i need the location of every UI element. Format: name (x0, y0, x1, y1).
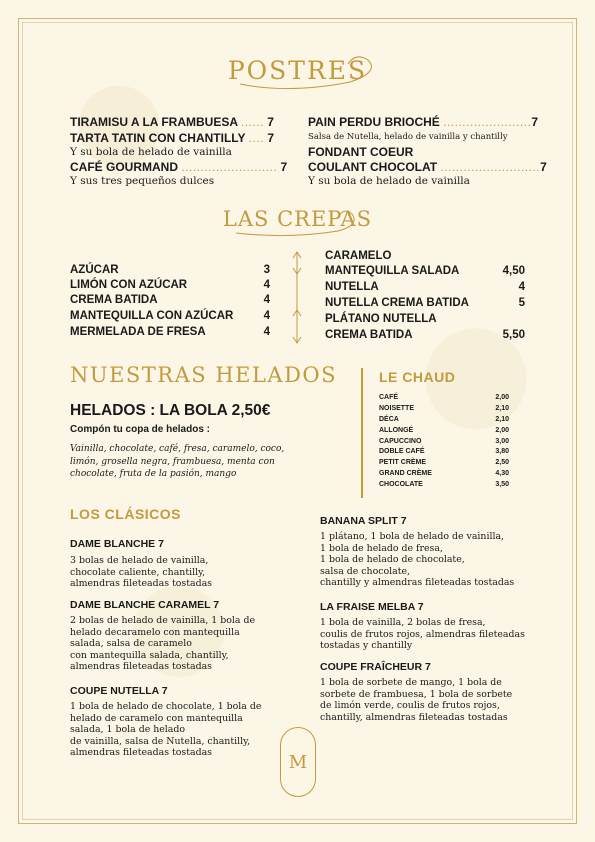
dish-description: 1 plátano, 1 bola de helado de vainilla, 1 bola de helado de fresa, 1 bola de helado de chocolate, salsa de chocolate, chantilly y almendras fileteadas tostadas (320, 531, 515, 589)
crepa-price: 4 (518, 281, 525, 293)
postre-item: COULANT CHOCOLAT ..........................7 (308, 160, 547, 174)
helados-bola-price: HELADOS : LA BOLA 2,50€ (70, 402, 271, 419)
postre-item: TIRAMISU A LA FRAMBUESA ...... 7 (70, 115, 274, 129)
crepa-name: NUTELLA (325, 281, 379, 293)
chaud-row: CHOCOLATE 3,50 (379, 481, 509, 488)
postres-swirl-ornament (230, 50, 390, 94)
postre-description: Y su bola de helado de vainilla (70, 146, 232, 158)
crepa-name: CREMA BATIDA (325, 329, 413, 341)
crepa-price: 4 (263, 279, 270, 291)
monogram-letter: M (288, 752, 308, 773)
dish-description: 1 bola de sorbete de mango, 1 bola de sorbete de frambuesa, 1 bola de sorbete de limón verde, coulis de frutos rojos, chantilly, almendras fileteadas tostadas (320, 677, 513, 723)
crepa-price: 4,50 (502, 265, 525, 277)
dish-title: BANANA SPLIT 7 (320, 515, 407, 527)
crepa-price: 4 (263, 310, 270, 322)
dish-title: LA FRAISE MELBA 7 (320, 601, 424, 613)
chaud-row: CAPUCCINO 3,00 (379, 438, 509, 445)
crepa-name: LIMÓN CON AZÚCAR (70, 279, 188, 291)
postre-item: CAFÉ GOURMAND ......................... 7 (70, 160, 288, 174)
crepa-name: CARAMELO (325, 250, 392, 262)
postre-description: Y sus tres pequeños dulces (70, 175, 215, 187)
clasicos-title: LOS CLÁSICOS (70, 506, 182, 522)
chaud-row: PETIT CRÈME 2,50 (379, 459, 509, 466)
dish-title: DAME BLANCHE CARAMEL 7 (70, 599, 220, 611)
le-chaud-title: LE CHAUD (379, 369, 456, 385)
chaud-row: CAFÉ 2,00 (379, 394, 509, 401)
chaud-row: NOISETTE 2,10 (379, 405, 509, 412)
monogram-logo (280, 727, 316, 797)
dish-description: 3 bolas de helado de vainilla, chocolate caliente, chantilly, almendras fileteadas tostadas (70, 555, 212, 590)
vertical-arrow-ornament (290, 250, 304, 345)
crepa-price: 5 (518, 297, 525, 309)
crepa-price: 4 (263, 294, 270, 306)
crepa-name: NUTELLA CREMA BATIDA (325, 297, 469, 309)
crepas-title: LAS CREPAS (222, 207, 373, 231)
crepa-name: CREMA BATIDA (70, 294, 158, 306)
dish-description: 1 bola de vainilla, 2 bolas de fresa, coulis de frutos rojos, almendras fileteadas tostadas y chantilly (320, 617, 525, 652)
dish-description: 1 bola de helado de chocolate, 1 bola de helado de caramelo con mantequilla salada, 1 bola de helado de vainilla, salsa de Nutella, chantilly, almendras fileteadas tostadas (70, 701, 262, 759)
crepas-swirl-ornament (228, 205, 368, 239)
chaud-row: DOBLE CAFÉ 3,80 (379, 448, 509, 455)
crepa-name: AZÚCAR (70, 264, 119, 276)
helados-title: NUESTRAS HELADOS (70, 363, 338, 387)
postre-item: PAIN PERDU BRIOCHÉ .......................7 (308, 115, 539, 129)
crepa-price: 3 (263, 264, 270, 276)
chaud-row: DÉCA 2,10 (379, 416, 509, 423)
dish-title: COUPE FRAÎCHEUR 7 (320, 661, 431, 673)
chaud-row: ALLONGÉ 2,00 (379, 427, 509, 434)
postre-item: FONDANT COEUR (308, 145, 414, 159)
crepa-name: MANTEQUILLA CON AZÚCAR (70, 310, 234, 322)
crepa-name: PLÁTANO NUTELLA (325, 313, 437, 325)
crepa-name: MERMELADA DE FRESA (70, 326, 206, 338)
postre-description: Y su bola de helado de vainilla (308, 175, 470, 187)
crepa-price: 5,50 (502, 329, 525, 341)
dish-title: COUPE NUTELLA 7 (70, 685, 168, 697)
crepa-name: MANTEQUILLA SALADA (325, 265, 460, 277)
crepa-price: 4 (263, 326, 270, 338)
flavors-list: Vainilla, chocolate, café, fresa, caramelo, coco, limón, grosella negra, frambuesa, menta con chocolate, fruta de la pasión, mango (70, 444, 285, 479)
postre-description: Salsa de Nutella, helado de vainilla y chantilly (308, 132, 508, 142)
postre-item: TARTA TATIN CON CHANTILLY .... 7 (70, 131, 275, 145)
chaud-row: GRAND CRÈME 4,30 (379, 470, 509, 477)
dish-description: 2 bolas de helado de vainilla, 1 bola de helado decaramelo con mantequilla salada, salsa de caramelo con mantequilla salada, chantilly, almendras fileteadas tostadas (70, 615, 256, 673)
postres-title: POSTRES (227, 56, 368, 85)
dish-title: DAME BLANCHE 7 (70, 538, 164, 550)
compon-heading: Compón tu copa de helados : (70, 424, 211, 435)
